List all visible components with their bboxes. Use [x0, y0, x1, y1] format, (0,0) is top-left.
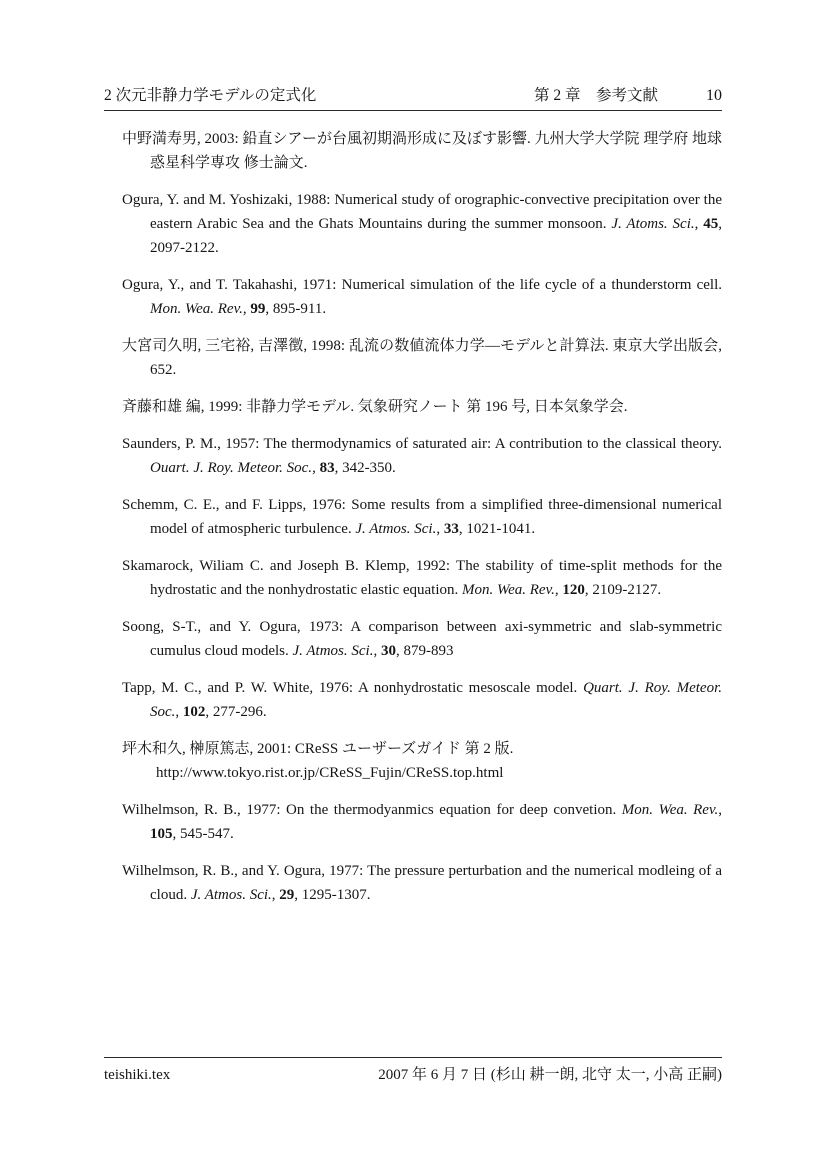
reference-segment: , 1021-1041. [458, 521, 536, 537]
reference-segment: 83 [319, 460, 335, 476]
reference-segment: , 342-350. [334, 460, 396, 476]
reference-segment: Tapp, M. C., and P. W. White, 1976: A nonhydrostatic mesoscale model. [122, 680, 584, 696]
reference-segment: 105 [150, 826, 173, 842]
reference-segment: Mon. Wea. Rev. [462, 582, 555, 598]
page-header [104, 83, 722, 111]
reference-segment: , 545-547. [172, 826, 234, 842]
reference-segment: Skamarock, Wiliam C. and Joseph B. Klemp, 1992: The stability of time-split methods for the hydrostatic and the nonhydrostatic elastic equation. [122, 558, 722, 598]
page-footer [104, 1057, 722, 1084]
reference-entry [104, 554, 722, 602]
reference-entry [104, 395, 722, 419]
page-number: 10 [706, 87, 722, 104]
reference-entry [104, 737, 722, 785]
reference-segment: , 277-296. [205, 704, 267, 720]
reference-segment: , [242, 301, 251, 317]
reference-entry [104, 188, 722, 260]
reference-segment: 45 [703, 216, 719, 232]
reference-segment: , [271, 887, 280, 903]
reference-segment: Mon. Wea. Rev. [621, 802, 719, 818]
reference-segment: J. Atmos. Sci. [355, 521, 437, 537]
reference-entry [104, 334, 722, 382]
running-section-title: 2 次元非静力学モデルの定式化 [104, 87, 317, 104]
reference-list [104, 127, 722, 920]
reference-segment: , [373, 643, 381, 659]
reference-segment: Wilhelmson, R. B., and Y. Ogura, 1977: The pressure perturbation and the numerical modleing of a cloud. [122, 863, 722, 903]
reference-entry [104, 127, 722, 175]
reference-segment: Saunders, P. M., 1957: The thermodynamics of saturated air: A contribution to the classical theory. [122, 436, 722, 452]
footer-filename: teishiki.tex [104, 1067, 171, 1083]
reference-segment: Mon. Wea. Rev. [150, 301, 243, 317]
reference-segment: Ogura, Y. and M. Yoshizaki, 1988: Numerical study of orographic-convective precipitation over the eastern Arabic Sea and the Ghats Mountains during the summer monsoon. [122, 192, 722, 232]
reference-entry [104, 432, 722, 480]
reference-entry [104, 615, 722, 663]
reference-segment: 中野満寿男, 2003: 鉛直シアーが台風初期渦形成に及ぼす影響. 九州大学大学院 理学府 地球惑星科学専攻 修士論文. [122, 131, 722, 171]
reference-entry [104, 798, 722, 846]
reference-entry [104, 859, 722, 907]
reference-segment: , 2097-2122. [150, 216, 723, 256]
reference-segment: , [312, 460, 320, 476]
reference-segment: Schemm, C. E., and F. Lipps, 1976: Some results from a simplified three-dimensional numerical model of atmospheric turbulence. [122, 497, 722, 537]
reference-segment: J. Atmos. Sci. [190, 887, 272, 903]
reference-segment: , [718, 802, 723, 818]
footer-date-authors: 2007 年 6 月 7 日 (杉山 耕一朗, 北守 太一, 小高 正嗣) [378, 1067, 722, 1083]
reference-segment: J. Atmos. Sci. [292, 643, 374, 659]
running-chapter-title [534, 83, 722, 105]
reference-segment: , 2109-2127. [584, 582, 662, 598]
reference-segment: Ouart. J. Roy. Meteor. Soc. [150, 460, 313, 476]
reference-entry [104, 676, 722, 724]
reference-segment: Wilhelmson, R. B., 1977: On the thermodyanmics equation for deep convetion. [122, 802, 622, 818]
reference-segment: J. Atoms. Sci. [611, 216, 695, 232]
reference-segment: 120 [562, 582, 585, 598]
chapter-mark: 第 2 章 参考文献 [533, 87, 658, 104]
reference-segment: , 895-911. [265, 301, 327, 317]
reference-segment: , [175, 704, 183, 720]
reference-segment: , 879-893 [395, 643, 454, 659]
reference-segment: , 1295-1307. [294, 887, 371, 903]
reference-segment: Quart. J. Roy. Meteor. Soc. [150, 680, 722, 720]
reference-segment: 99 [250, 301, 266, 317]
reference-url: http://www.tokyo.rist.or.jp/CReSS_Fujin/CReSS.top.html [156, 765, 504, 781]
reference-segment: 102 [182, 704, 206, 720]
reference-segment: 29 [279, 887, 295, 903]
reference-segment: 斉藤和雄 編, 1999: 非静力学モデル. 気象研究ノート 第 196 号, 日本気象学会. [122, 399, 628, 415]
reference-entry [104, 493, 722, 541]
reference-segment: 30 [380, 643, 396, 659]
reference-segment: 大宮司久明, 三宅裕, 吉澤徴, 1998: 乱流の数値流体力学—モデルと計算法. 東京大学出版会, 652. [122, 338, 722, 378]
reference-segment: , [436, 521, 444, 537]
reference-segment: Ogura, Y., and T. Takahashi, 1971: Numerical simulation of the life cycle of a thunderstorm cell. [122, 277, 722, 293]
reference-segment: , [694, 216, 704, 232]
reference-segment: Soong, S-T., and Y. Ogura, 1973: A comparison between axi-symmetric and slab-symmetric cumulus cloud models. [122, 619, 722, 659]
reference-entry [104, 273, 722, 321]
reference-segment: 坪木和久, 榊原篤志, 2001: CReSS ユーザーズガイド 第 2 版. [122, 741, 514, 757]
reference-segment: , [554, 582, 563, 598]
reference-segment: 33 [443, 521, 459, 537]
